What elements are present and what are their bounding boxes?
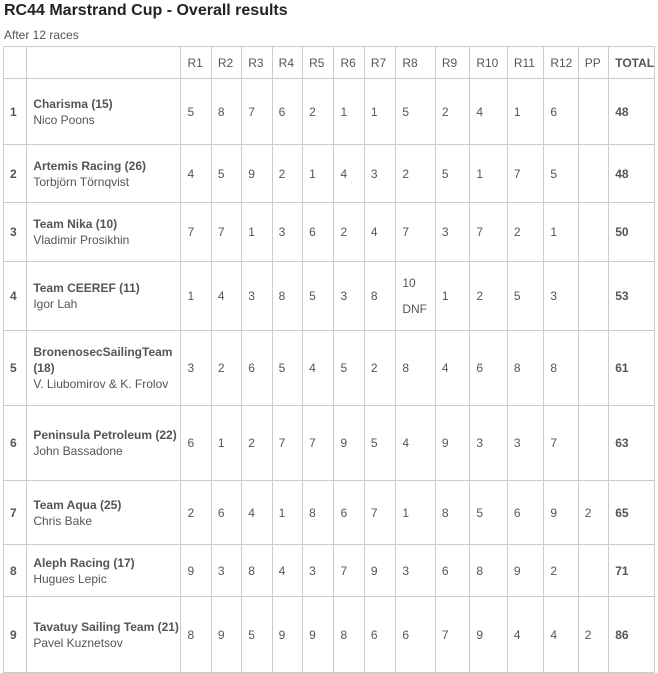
race-score-cell: 3 [507, 406, 544, 481]
penalty-points-cell: 2 [578, 481, 608, 545]
race-score-cell: 3 [435, 203, 469, 262]
race-score-cell: 7 [470, 203, 508, 262]
position-cell: 7 [4, 481, 27, 545]
race-score-cell: 6 [470, 331, 508, 406]
header-r2: R2 [211, 47, 241, 79]
team-cell [27, 481, 181, 545]
team-cell [27, 331, 181, 406]
total-cell: 63 [609, 406, 655, 481]
race-score-cell: 7 [396, 203, 436, 262]
race-score-cell: 5 [211, 145, 241, 203]
penalty-points-cell [578, 545, 608, 597]
header-r10: R10 [470, 47, 508, 79]
race-score-cell: 8 [334, 597, 364, 673]
team-name: Charisma (15) [33, 96, 113, 111]
race-score-cell: 9 [364, 545, 395, 597]
race-score-cell: 3 [544, 262, 578, 331]
race-score-cell: 6 [242, 331, 272, 406]
race-score-cell: 2 [334, 203, 364, 262]
race-score-cell: 7 [303, 406, 334, 481]
race-score-cell: 2 [470, 262, 508, 331]
race-score-cell: 2 [181, 481, 211, 545]
race-score-cell: 9 [303, 597, 334, 673]
race-score-cell: 10 DNF [396, 262, 436, 331]
total-cell: 71 [609, 545, 655, 597]
team-name: Team Aqua (25) [33, 497, 122, 512]
page-subtitle: After 12 races [4, 28, 79, 42]
race-score-cell: 1 [272, 481, 302, 545]
race-score-cell: 3 [364, 145, 395, 203]
penalty-points-cell: 2 [578, 597, 608, 673]
team-name: Artemis Racing (26) [33, 158, 147, 173]
race-score-cell: 2 [544, 545, 578, 597]
race-score-cell: 5 [334, 331, 364, 406]
race-score-cell: 6 [544, 79, 578, 145]
table-row [4, 331, 655, 406]
race-score-cell: 4 [364, 203, 395, 262]
header-r7: R7 [364, 47, 395, 79]
race-score-cell: 5 [303, 262, 334, 331]
race-score-cell: 1 [242, 203, 272, 262]
skipper-name: Pavel Kuznetsov [33, 635, 123, 650]
race-score-cell: 2 [507, 203, 544, 262]
race-score-cell: 8 [211, 79, 241, 145]
race-score-cell: 6 [303, 203, 334, 262]
race-score-cell: 8 [303, 481, 334, 545]
table-row [4, 545, 655, 597]
race-score-cell: 3 [334, 262, 364, 331]
skipper-name: Igor Lah [33, 297, 78, 311]
team-name: Tavatuy Sailing Team (21) [33, 619, 179, 634]
race-score-cell: 6 [272, 79, 302, 145]
race-score-cell: 7 [181, 203, 211, 262]
race-score-cell: 9 [334, 406, 364, 481]
skipper-name: Torbjörn Törnqvist [33, 174, 130, 189]
race-score-cell: 2 [364, 331, 395, 406]
team-cell [27, 145, 181, 203]
team-cell [27, 406, 181, 481]
race-score-cell: 2 [396, 145, 436, 203]
race-score-cell: 9 [181, 545, 211, 597]
total-cell: 65 [609, 481, 655, 545]
table-row [4, 406, 655, 481]
race-score-cell: 4 [242, 481, 272, 545]
race-score-cell: 9 [507, 545, 544, 597]
race-score-cell: 1 [303, 145, 334, 203]
race-score-cell: 1 [470, 145, 508, 203]
position-cell: 5 [4, 331, 27, 406]
race-score-cell: 5 [364, 406, 395, 481]
team-cell [27, 597, 181, 673]
race-score-cell: 1 [435, 262, 469, 331]
position-cell: 6 [4, 406, 27, 481]
race-score-cell: 3 [303, 545, 334, 597]
position-cell: 9 [4, 597, 27, 673]
race-score-cell: 6 [334, 481, 364, 545]
race-score-cell: 1 [364, 79, 395, 145]
race-score-cell: 3 [242, 262, 272, 331]
race-score-cell: 5 [470, 481, 508, 545]
penalty-points-cell [578, 406, 608, 481]
skipper-name: Hugues Lepic [33, 571, 107, 586]
header-r3: R3 [242, 47, 272, 79]
race-score-cell: 3 [470, 406, 508, 481]
race-score-cell: 4 [334, 145, 364, 203]
race-score-cell: 1 [211, 406, 241, 481]
race-score-cell: 9 [242, 145, 272, 203]
penalty-points-cell [578, 262, 608, 331]
skipper-name: Vladimir Prosikhin [33, 233, 130, 247]
team-cell [27, 262, 181, 331]
penalty-points-cell [578, 145, 608, 203]
race-score-cell: 9 [435, 406, 469, 481]
race-score-cell: 4 [435, 331, 469, 406]
race-score-cell: 6 [364, 597, 395, 673]
skipper-name: V. Liubomirov & K. Frolov [33, 377, 169, 391]
header-r11: R11 [507, 47, 544, 79]
header-row [4, 47, 655, 79]
race-score-cell: 8 [396, 331, 436, 406]
header-pp: PP [578, 47, 608, 79]
race-score-cell: 6 [396, 597, 436, 673]
race-score-cell: 1 [396, 481, 436, 545]
race-score-cell: 8 [507, 331, 544, 406]
team-name: Team CEEREF (11) [33, 281, 140, 295]
race-score-cell: 2 [211, 331, 241, 406]
team-name: BronenosecSailingTeam (18) [33, 345, 173, 375]
penalty-points-cell [578, 331, 608, 406]
total-cell: 48 [609, 79, 655, 145]
race-score-cell: 5 [435, 145, 469, 203]
race-score-cell: 4 [507, 597, 544, 673]
skipper-name: Chris Bake [33, 513, 92, 528]
race-score-cell: 7 [435, 597, 469, 673]
race-score-cell: 9 [470, 597, 508, 673]
table-row [4, 145, 655, 203]
race-score-cell: 5 [272, 331, 302, 406]
total-cell: 48 [609, 145, 655, 203]
header-team [27, 47, 181, 79]
total-cell: 50 [609, 203, 655, 262]
race-score-cell: 2 [303, 79, 334, 145]
race-score-cell: 5 [544, 145, 578, 203]
race-score-cell: 7 [211, 203, 241, 262]
race-score-cell: 6 [435, 545, 469, 597]
race-score-cell: 4 [211, 262, 241, 331]
header-r6: R6 [334, 47, 364, 79]
race-score-cell: 1 [544, 203, 578, 262]
position-cell: 8 [4, 545, 27, 597]
race-score-cell: 1 [334, 79, 364, 145]
header-total: TOTAL [609, 47, 655, 79]
results-table [3, 46, 655, 673]
race-score-cell: 1 [507, 79, 544, 145]
header-r12: R12 [544, 47, 578, 79]
page-title: RC44 Marstrand Cup - Overall results [4, 2, 288, 19]
table-row [4, 203, 655, 262]
race-score-cell: 7 [507, 145, 544, 203]
race-score-cell: 5 [181, 79, 211, 145]
header-pos [4, 47, 27, 79]
race-score-cell: 7 [364, 481, 395, 545]
total-cell: 53 [609, 262, 655, 331]
race-score-cell: 5 [242, 597, 272, 673]
race-score-cell: 4 [181, 145, 211, 203]
race-score-cell: 3 [181, 331, 211, 406]
total-cell: 61 [609, 331, 655, 406]
race-score-cell: 5 [396, 79, 436, 145]
race-score-cell: 7 [544, 406, 578, 481]
skipper-name: Nico Poons [33, 112, 95, 127]
table-row [4, 262, 655, 331]
race-score-cell: 5 [507, 262, 544, 331]
team-name: Aleph Racing (17) [33, 555, 135, 570]
header-r5: R5 [303, 47, 334, 79]
race-score-cell: 4 [544, 597, 578, 673]
race-score-cell: 2 [272, 145, 302, 203]
race-score-cell: 8 [435, 481, 469, 545]
team-cell [27, 203, 181, 262]
table-row [4, 597, 655, 673]
team-name: Team Nika (10) [33, 217, 118, 231]
race-score-cell: 6 [181, 406, 211, 481]
race-score-cell: 3 [211, 545, 241, 597]
header-r8: R8 [396, 47, 436, 79]
position-cell: 4 [4, 262, 27, 331]
position-cell: 2 [4, 145, 27, 203]
race-score-cell: 4 [272, 545, 302, 597]
race-score-cell: 3 [396, 545, 436, 597]
race-score-cell: 7 [334, 545, 364, 597]
race-score-cell: 1 [181, 262, 211, 331]
race-score-cell: 7 [242, 79, 272, 145]
race-score-cell: 9 [272, 597, 302, 673]
race-score-cell: 8 [242, 545, 272, 597]
race-score-cell: 8 [364, 262, 395, 331]
header-r1: R1 [181, 47, 211, 79]
race-score-cell: 4 [303, 331, 334, 406]
race-score-cell: 4 [396, 406, 436, 481]
results-body [4, 79, 655, 673]
position-cell: 3 [4, 203, 27, 262]
header-r9: R9 [435, 47, 469, 79]
position-cell: 1 [4, 79, 27, 145]
race-score-cell: 9 [211, 597, 241, 673]
penalty-points-cell [578, 203, 608, 262]
team-cell [27, 79, 181, 145]
race-score-cell: 6 [211, 481, 241, 545]
penalty-points-cell [578, 79, 608, 145]
table-row [4, 79, 655, 145]
race-score-cell: 8 [272, 262, 302, 331]
race-score-cell: 2 [242, 406, 272, 481]
race-score-cell: 8 [181, 597, 211, 673]
race-score-cell: 3 [272, 203, 302, 262]
race-score-cell: 6 [507, 481, 544, 545]
race-score-cell: 8 [470, 545, 508, 597]
race-score-cell: 2 [435, 79, 469, 145]
skipper-name: John Bassadone [33, 444, 123, 458]
table-row [4, 481, 655, 545]
header-r4: R4 [272, 47, 302, 79]
race-score-cell: 8 [544, 331, 578, 406]
race-score-cell: 7 [272, 406, 302, 481]
team-name: Peninsula Petroleum (22) [33, 428, 177, 442]
team-cell [27, 545, 181, 597]
total-cell: 86 [609, 597, 655, 673]
race-score-cell: 9 [544, 481, 578, 545]
race-score-cell: 4 [470, 79, 508, 145]
